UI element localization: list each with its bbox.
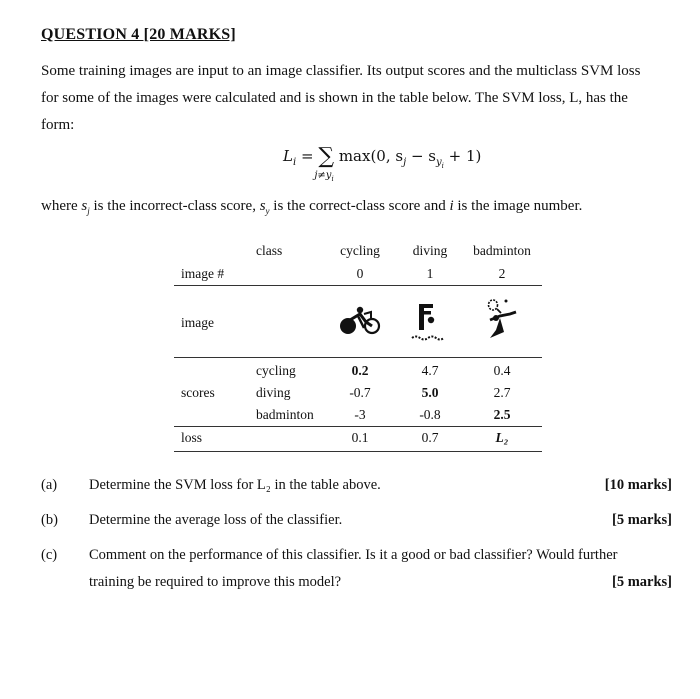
formula-body: max(0, s — [338, 147, 404, 165]
formula-s-sub: j — [403, 157, 407, 168]
where-s2-sub: y — [265, 206, 270, 216]
image-row-label: image — [181, 315, 214, 330]
question-c-text: Comment on the performance of this classifier. Is it a good or bad classifier? Would further — [89, 547, 618, 563]
formula-sy-sub: y — [436, 157, 442, 168]
where-a: where — [41, 198, 82, 214]
sigma-symbol: ∑ — [318, 144, 335, 169]
where-s2: s — [259, 198, 266, 214]
score-cycling-img2: 0.4 — [493, 363, 511, 378]
score-badminton-img0: -3 — [354, 407, 366, 422]
sum-index: j≠y — [314, 170, 332, 181]
loss-label: loss — [181, 430, 203, 445]
score-row-label-diving: diving — [256, 385, 291, 400]
intro-line-3: form: — [41, 117, 75, 133]
class-index-0: 0 — [356, 266, 364, 281]
loss-img0: 0.1 — [351, 430, 369, 445]
question-c-text-2: training be required to improve this model? — [89, 574, 342, 590]
where-i: i — [449, 198, 454, 214]
diving-icon — [410, 298, 446, 342]
where-d: is the image number. — [453, 198, 583, 214]
badminton-icon — [482, 296, 522, 342]
where-s1-sub: j — [87, 206, 90, 216]
question-b-text: Determine the average loss of the classifier. — [89, 512, 343, 528]
formula-sy-sub-sub: i — [441, 162, 444, 170]
score-badminton-img2: 2.5 — [493, 407, 511, 422]
score-diving-img0: -0.7 — [349, 385, 371, 400]
image-number-header: image # — [181, 266, 225, 281]
score-row-label-badminton: badminton — [256, 407, 314, 422]
formula-lhs: L — [283, 147, 293, 165]
cycling-icon — [338, 302, 382, 338]
question-b-label: (b) — [41, 512, 58, 528]
sum-index-sub: i — [331, 175, 334, 183]
question-b-marks: [5 marks] — [611, 512, 672, 528]
score-cycling-img1: 4.7 — [421, 363, 439, 378]
table-rule-lower — [174, 426, 542, 427]
class-index-2: 2 — [498, 266, 506, 281]
score-row-label-cycling: cycling — [256, 363, 296, 378]
question-c-label: (c) — [41, 547, 58, 563]
table-rule-middle — [174, 357, 542, 358]
scores-label: scores — [181, 385, 215, 400]
question-a-marks: [10 marks] — [604, 477, 672, 493]
score-badminton-img1: -0.8 — [419, 407, 441, 422]
class-name-badminton: badminton — [473, 243, 531, 258]
where-c: is the correct-class score and — [269, 198, 450, 214]
formula-minus: − s — [406, 147, 436, 165]
question-heading: QUESTION 4 [20 MARKS] — [41, 26, 236, 43]
intro-line-1: Some training images are input to an image classifier. Its output scores and the multiclass SVM loss — [41, 63, 641, 79]
class-name-cycling: cycling — [340, 243, 380, 258]
loss-img1: 0.7 — [421, 430, 439, 445]
score-diving-img2: 2.7 — [493, 385, 511, 400]
class-name-diving: diving — [412, 243, 448, 258]
formula-equals: = — [300, 147, 314, 165]
score-cycling-img0: 0.2 — [351, 363, 369, 378]
formula-lhs-sub: i — [292, 157, 297, 168]
question-a-text: Determine the SVM loss for L₂ in the table above. — [89, 477, 381, 493]
loss-img2: L₂ — [495, 430, 509, 445]
question-c-marks: [5 marks] — [611, 574, 672, 590]
score-diving-img1: 5.0 — [421, 385, 439, 400]
where-b: is the incorrect-class score, — [89, 198, 260, 214]
intro-line-2: for some of the images were calculated and is shown in the table below. The SVM loss, L, has the — [41, 90, 628, 106]
table-rule-top — [174, 285, 542, 286]
where-s1: s — [81, 198, 88, 214]
question-a-label: (a) — [41, 477, 58, 493]
class-index-1: 1 — [426, 266, 434, 281]
formula-tail: + 1) — [443, 147, 482, 165]
class-header: class — [256, 243, 283, 258]
table-rule-bottom — [174, 451, 542, 452]
